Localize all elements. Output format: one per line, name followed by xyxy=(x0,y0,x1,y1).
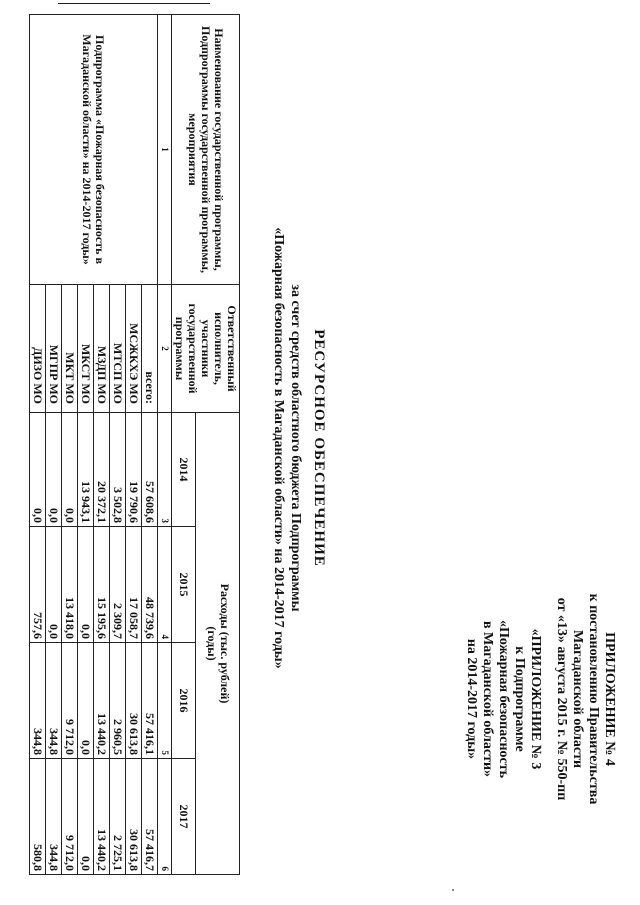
executor-cell: МСЖКХЭ МО xyxy=(126,285,142,413)
resource-table xyxy=(29,14,240,875)
title-main: РЕСУРСНОЕ ОБЕСПЕЧЕНИЕ xyxy=(311,329,327,567)
value-2014: 19 790,6 xyxy=(126,413,142,527)
header-year-2015: 2015 xyxy=(172,527,196,643)
executor-cell: ДИЗО МО xyxy=(30,285,46,413)
value-2017: 0,0 xyxy=(78,759,94,875)
value-2016: 344,8 xyxy=(46,643,62,759)
executor-cell: МЗДП МО xyxy=(94,285,110,413)
appendix-number: ПРИЛОЖЕНИЕ № 4 xyxy=(602,632,617,766)
rotated-page xyxy=(25,8,625,888)
value-2015: 15 195,6 xyxy=(94,527,110,643)
header-year-2016: 2016 xyxy=(172,643,196,759)
column-index: 6 xyxy=(158,759,172,875)
value-2015: 48 739,6 xyxy=(142,527,158,643)
value-2014: 0,0 xyxy=(62,413,78,527)
value-2016: 9 712,0 xyxy=(62,643,78,759)
value-2017: 30 613,8 xyxy=(126,759,142,875)
executor-cell: всего: xyxy=(142,285,158,413)
appendix-date: от «13» августа 2015 г. № 550-пп xyxy=(554,597,569,801)
value-2014: 57 608,6 xyxy=(142,413,158,527)
value-2017: 13 440,2 xyxy=(94,759,110,875)
executor-cell: МКСТ МО xyxy=(78,285,94,413)
prev-appendix-ref: к Подпрограмме xyxy=(512,646,527,752)
column-index: 1 xyxy=(158,15,172,285)
value-2017: 57 416,7 xyxy=(142,759,158,875)
value-2016: 30 613,8 xyxy=(126,643,142,759)
value-2017: 344,8 xyxy=(46,759,62,875)
value-2016: 344,8 xyxy=(30,643,46,759)
executor-cell: МКТ МО xyxy=(62,285,78,413)
header-year-2014: 2014 xyxy=(172,413,196,527)
title-subtitle-2: «Пожарная безопасность в Магаданской области» на 2014-2017 годы» xyxy=(271,227,286,669)
value-2014: 20 372,1 xyxy=(94,413,110,527)
value-2017: 9 712,0 xyxy=(62,759,78,875)
header-year-2017: 2017 xyxy=(172,759,196,875)
executor-cell: МГПР МО xyxy=(46,285,62,413)
header-expenses-label: Расходы (тыс. рублей) xyxy=(217,583,232,704)
value-2015: 13 418,0 xyxy=(62,527,78,643)
value-2014: 0,0 xyxy=(30,413,46,527)
value-2014: 13 943,1 xyxy=(78,413,94,527)
value-2016: 13 440,2 xyxy=(94,643,110,759)
value-2017: 580,8 xyxy=(30,759,46,875)
header-program-name: Наименование государственной программы, Подпрограммы государственной программы, мероприятия xyxy=(172,15,240,285)
value-2015: 757,6 xyxy=(30,527,46,643)
appendix-region: Магаданской области xyxy=(570,629,585,769)
executor-cell: МТСП МО xyxy=(110,285,126,413)
table-row xyxy=(142,15,158,875)
column-index: 2 xyxy=(158,285,172,413)
program-name-cell: Подпрограмма «Пожарная безопасность в Магаданской области» на 2014-2017 годы» xyxy=(30,15,158,285)
prev-appendix-region: в Магаданской области» xyxy=(480,620,495,778)
header-executor: Ответственный исполнитель, участники государственной программы xyxy=(172,285,240,413)
value-2015: 2 309,7 xyxy=(110,527,126,643)
value-2015: 0,0 xyxy=(46,527,62,643)
value-2017: 2 725,1 xyxy=(110,759,126,875)
document-title xyxy=(270,8,327,888)
header-row-1 xyxy=(196,15,240,875)
column-index: 5 xyxy=(158,643,172,759)
resource-table-wrap xyxy=(29,14,240,874)
value-2016: 0,0 xyxy=(78,643,94,759)
prev-appendix-years: на 2014-2017 годы» xyxy=(464,638,479,760)
prev-appendix-number: «ПРИЛОЖЕНИЕ № 3 xyxy=(528,628,543,770)
value-2015: 17 058,7 xyxy=(126,527,142,643)
value-2016: 57 416,1 xyxy=(142,643,158,759)
value-2015: 0,0 xyxy=(78,527,94,643)
header-years-label: (годы) xyxy=(204,626,219,661)
value-2014: 3 502,8 xyxy=(110,413,126,527)
title-subtitle-1: за счет средств областного бюджета Подпрограммы xyxy=(288,284,303,612)
prev-appendix-program: «Пожарная безопасность xyxy=(496,619,511,779)
header-expenses xyxy=(196,413,240,875)
scan-speck xyxy=(452,889,454,891)
column-index-row xyxy=(158,15,172,875)
column-index: 4 xyxy=(158,527,172,643)
appendix-block xyxy=(463,534,617,864)
value-2016: 2 960,5 xyxy=(110,643,126,759)
appendix-decree: к постановлению Правительства xyxy=(586,593,601,805)
top-rule xyxy=(58,3,210,4)
column-index: 3 xyxy=(158,413,172,527)
value-2014: 0,0 xyxy=(46,413,62,527)
